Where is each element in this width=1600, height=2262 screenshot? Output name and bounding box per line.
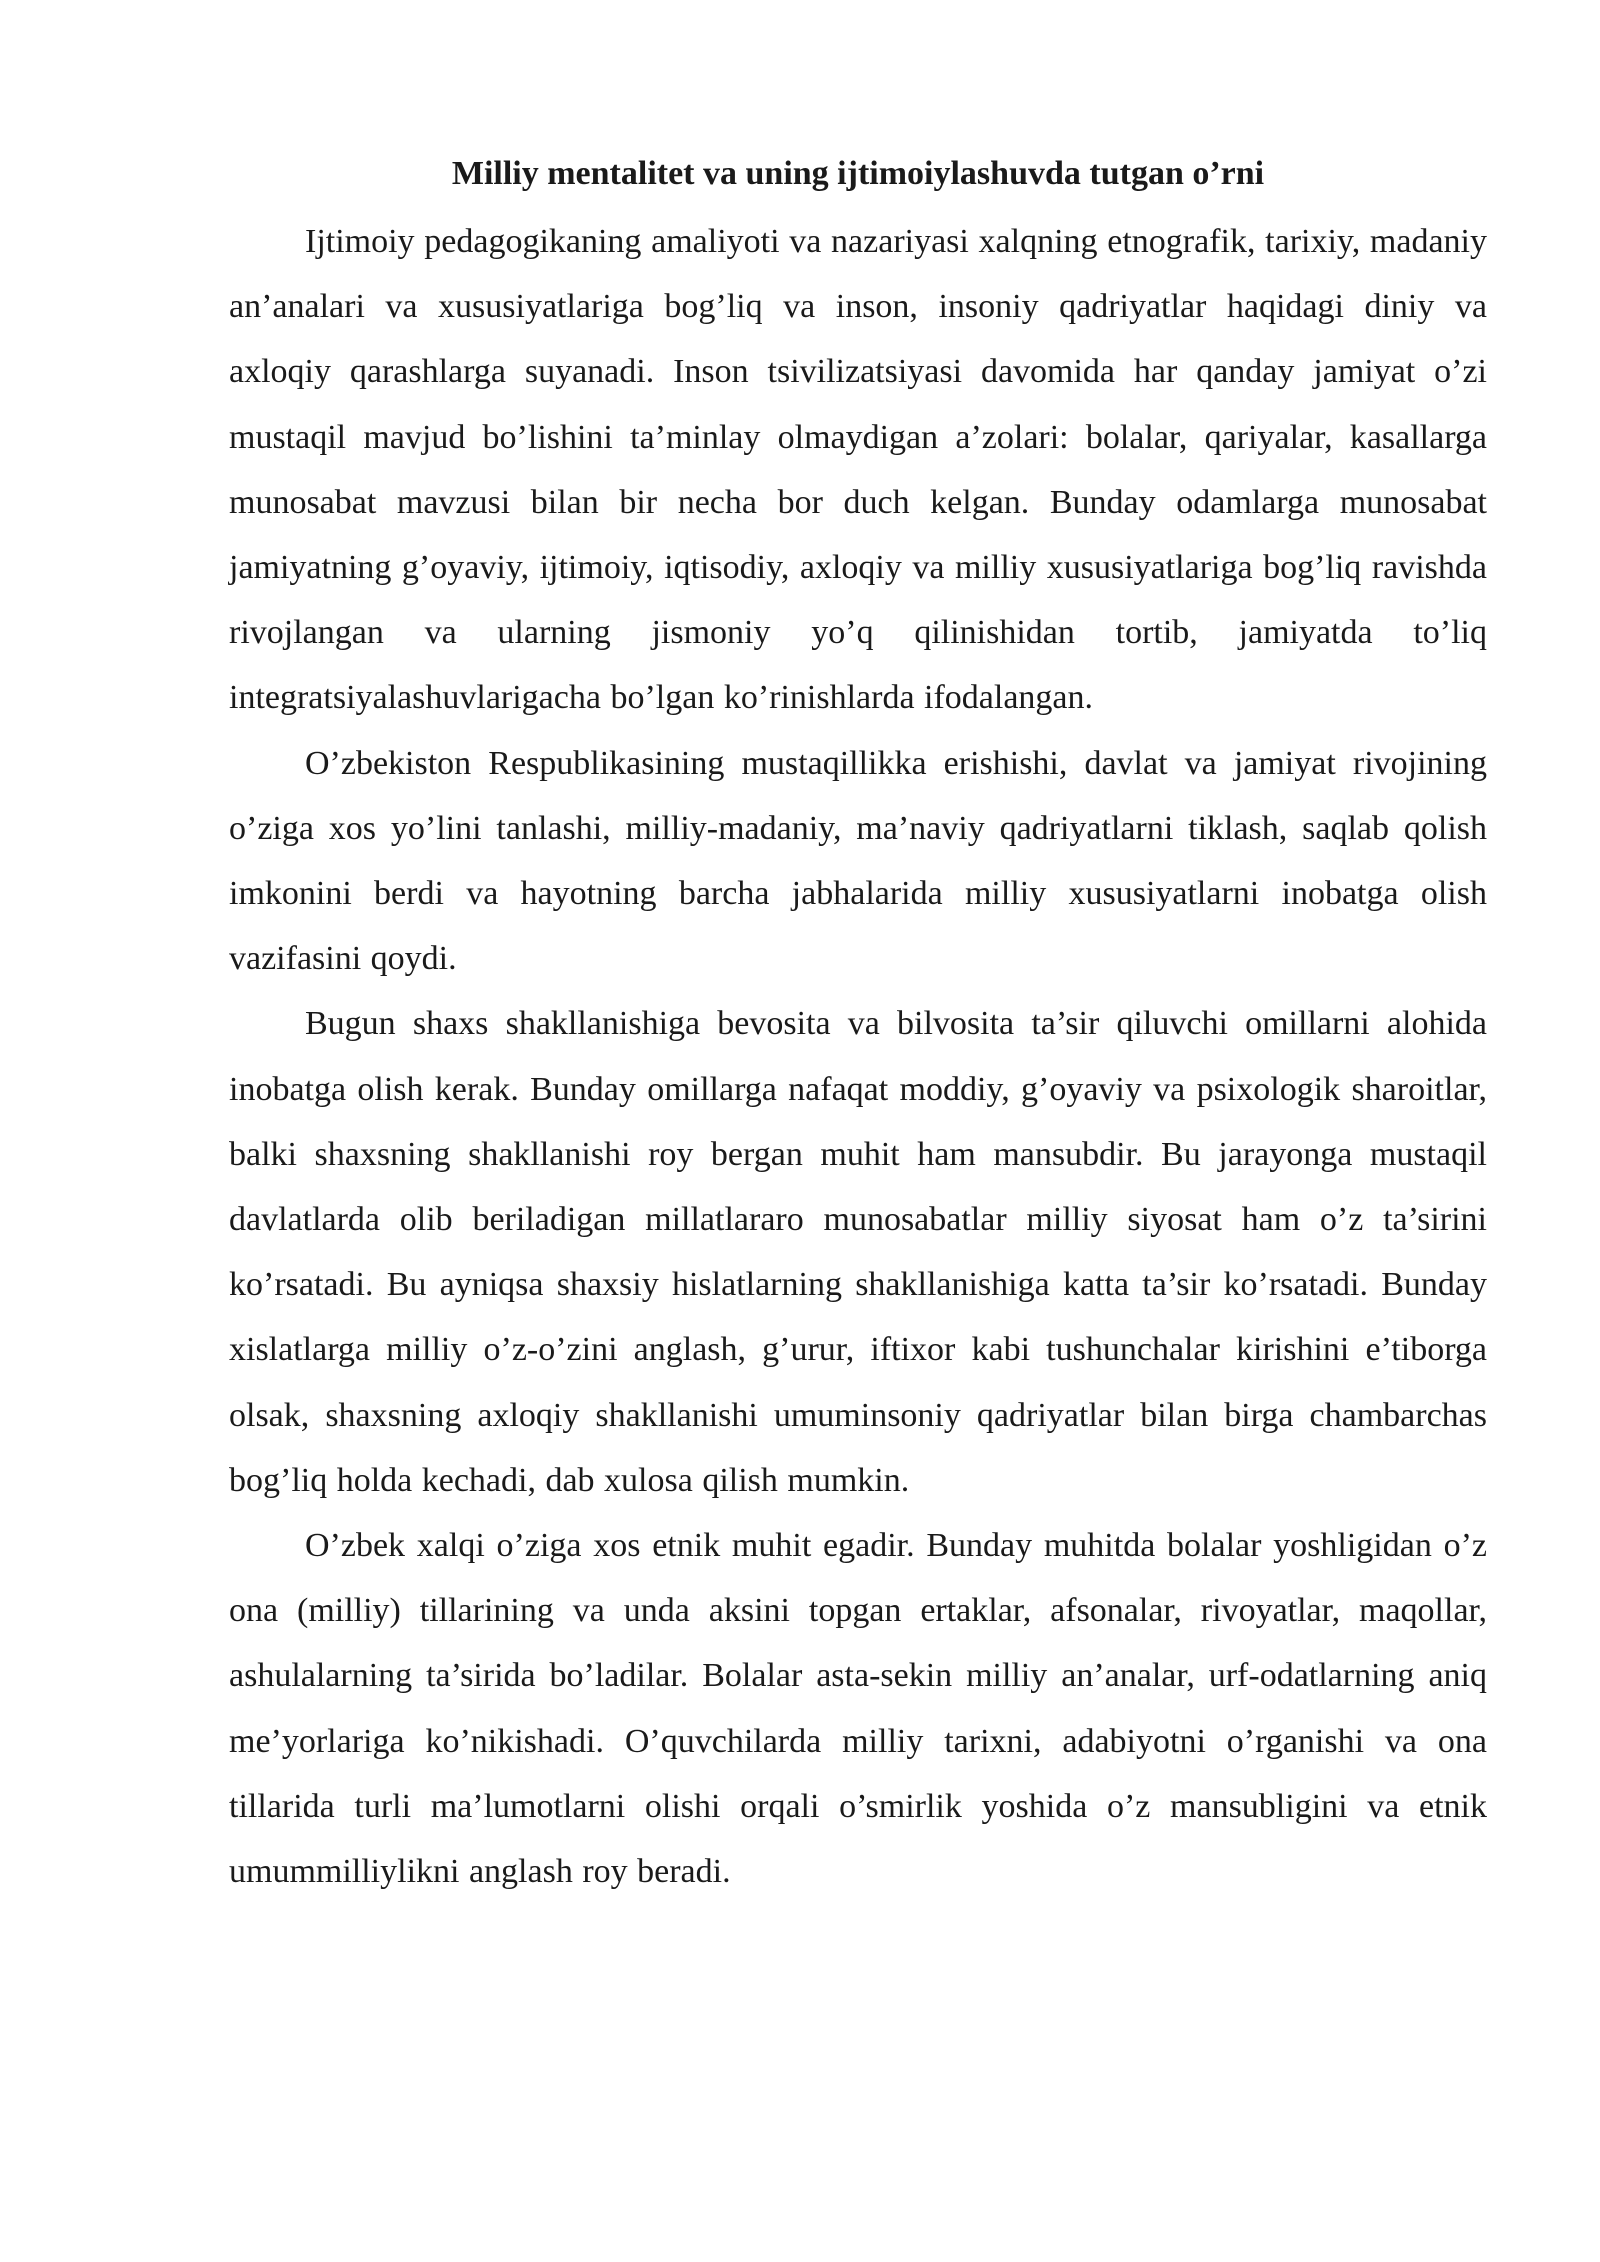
document-body	[229, 148, 1487, 1904]
paragraph-1: Ijtimoiy pedagogikaning amaliyoti va nazariyasi xalqning etnografik, tarixiy, madaniy an’analari va xususiyatlariga bog’liq va inson, insoniy qadriyatlar haqidagi diniy va axloqiy qarashlarga suyanadi. Inson tsivilizatsiyasi davomida har qanday jamiyat o’zi mustaqil mavjud bo’lishini ta’minlay olmaydigan a’zolari: bolalar, qariyalar, kasallarga munosabat mavzusi bilan bir necha bor duch kelgan. Bunday odamlarga munosabat jamiyatning g’oyaviy, ijtimoiy, iqtisodiy, axloqiy va milliy xususiyatlariga bog’liq ravishda rivojlangan va ularning jismoniy yo’q qilinishidan tortib, jamiyatda to’liq integratsiyalashuvlarigacha bo’lgan ko’rinishlarda ifodalangan.	[229, 223, 1487, 717]
document-title: Milliy mentalitet va uning ijtimoiylashuvda tutgan o’rni	[451, 155, 1265, 192]
paragraph-2: O’zbekiston Respublikasining mustaqillikka erishishi, davlat va jamiyat rivojining o’ziga xos yo’lini tanlashi, milliy-madaniy, ma’naviy qadriyatlarni tiklash, saqlab qolish imkonini berdi va hayotning barcha jabhalarida milliy xususiyatlarni inobatga olish vazifasini qoydi.	[229, 744, 1487, 978]
paragraph-3: Bugun shaxs shakllanishiga bevosita va bilvosita ta’sir qiluvchi omillarni alohida inobatga olish kerak. Bunday omillarga nafaqat moddiy, g’oyaviy va psixologik sharoitlar, balki shaxsning shakllanishi roy bergan muhit ham mansubdir. Bu jarayonga mustaqil davlatlarda olib beriladigan millatlararo munosabatlar milliy siyosat ham o’z ta’sirini ko’rsatadi. Bu ayniqsa shaxsiy hislatlarning shakllanishiga katta ta’sir ko’rsatadi. Bunday xislatlarga milliy o’z-o’zini anglash, g’urur, iftixor kabi tushunchalar kirishini e’tiborga olsak, shaxsning axloqiy shakllanishi umuminsoniy qadriyatlar bilan birga chambarchas bog’liq holda kechadi, dab xulosa qilish mumkin.	[229, 1005, 1487, 1499]
paragraph-4: O’zbek xalqi o’ziga xos etnik muhit egadir. Bunday muhitda bolalar yoshligidan o’z ona (milliy) tillarining va unda aksini topgan ertaklar, afsonalar, rivoyatlar, maqollar, ashulalarning ta’sirida bo’ladilar. Bolalar asta-sekin milliy an’analar, urf-odatlarning aniq me’yorlariga ko’nikishadi. O’quvchilarda milliy tarixni, adabiyotni o’rganishi va ona tillarida turli ma’lumotlarni olishi orqali o’smirlik yoshida o’z mansubligini va etnik umummilliylikni anglash roy beradi.	[229, 1527, 1487, 1891]
